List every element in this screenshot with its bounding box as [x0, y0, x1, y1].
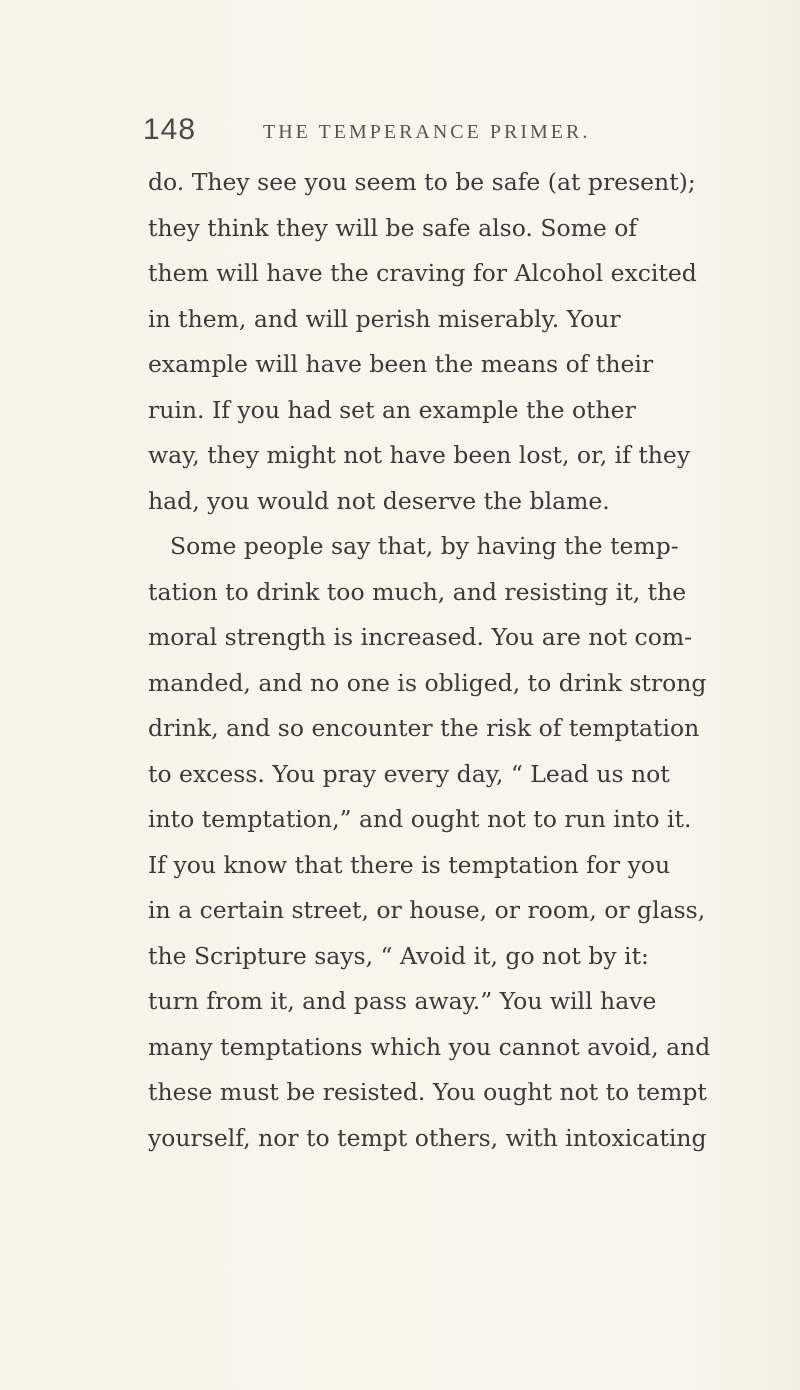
body-text: [148, 160, 788, 1161]
text-line: example will have been the means of their: [148, 350, 654, 378]
text-line: turn from it, and pass away.” You will have: [148, 987, 657, 1015]
text-line: manded, and no one is obliged, to drink strong: [148, 668, 707, 697]
paragraph-start-line: Some people say that, by having the temp-: [170, 532, 679, 560]
text-line: yourself, nor to tempt others, with intoxicating: [148, 1123, 707, 1152]
text-line: had, you would not deserve the blame.: [148, 486, 610, 515]
text-line: in a certain street, or house, or room, or glass,: [148, 896, 706, 924]
running-head: [143, 113, 703, 153]
text-line: moral strength is increased. You are not com-: [148, 623, 693, 651]
running-title: THE TEMPERANCE PRIMER.: [263, 121, 591, 143]
text-line: way, they might not have been lost, or, if they: [148, 441, 691, 469]
text-line: If you know that there is temptation for you: [148, 850, 671, 879]
text-line: they think they will be safe also. Some of: [148, 213, 638, 242]
text-line: tation to drink too much, and resisting it, the: [148, 577, 687, 606]
text-line: them will have the craving for Alcohol excited: [148, 259, 697, 287]
text-line: in them, and will perish miserably. Your: [148, 304, 621, 333]
text-line: the Scripture says, “ Avoid it, go not by it:: [148, 941, 649, 970]
page-number: 148: [143, 113, 197, 146]
text-line: into temptation,” and ought not to run into it.: [148, 805, 692, 833]
text-line: many temptations which you cannot avoid, and: [148, 1032, 711, 1061]
text-line: to excess. You pray every day, “ Lead us not: [148, 759, 670, 788]
text-line: ruin. If you had set an example the other: [148, 395, 636, 424]
text-line: do. They see you seem to be safe (at present);: [148, 168, 696, 196]
text-line: these must be resisted. You ought not to tempt: [148, 1078, 707, 1106]
text-line: drink, and so encounter the risk of temptation: [148, 714, 700, 742]
